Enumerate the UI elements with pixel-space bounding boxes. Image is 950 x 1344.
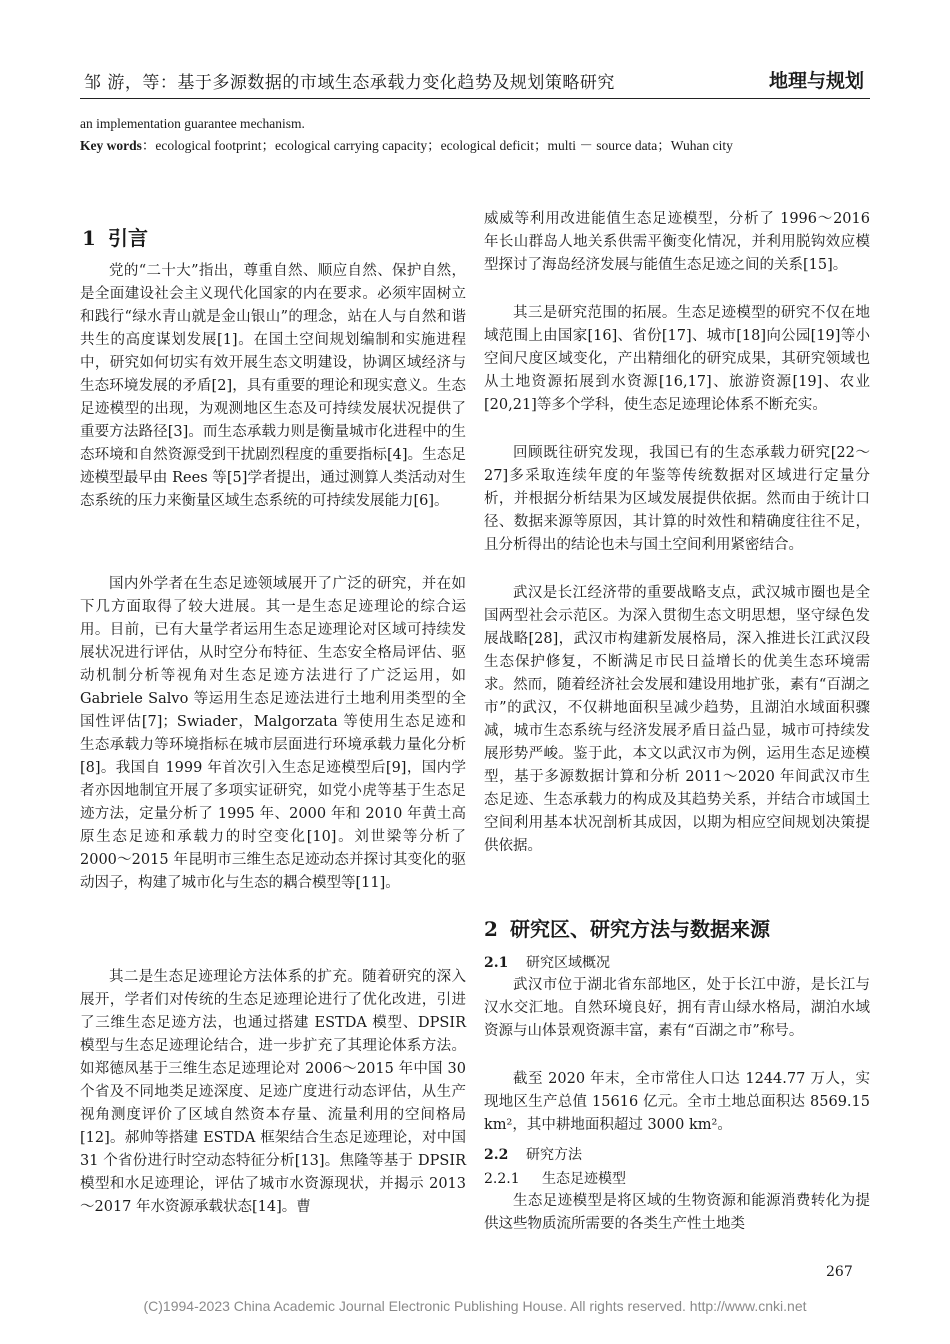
page-number: 267 (826, 1264, 853, 1280)
keywords-label: Key words (80, 138, 142, 153)
running-header (80, 62, 870, 99)
journal-name: 地理与规划 (768, 70, 864, 92)
paragraph: 武汉市位于湖北省东部地区，处于长江中游，是长江与汉水交汇地。自然环境良好，拥有青山绿水格局，湖泊水域资源与山体景观资源丰富，素有“百湖之市”称号。 (484, 977, 870, 1039)
paragraph: 其三是研究范围的拓展。生态足迹模型的研究不仅在地域范围上由国家[16]、省份[17]、城市[18]向公园[19]等小空间尺度区域变化，产出精细化的研究成果，其研究领域也从土地资源拓展到水资源[16,17]、旅游资源[19]、农业[20,21]等多个学科，使生态足迹理论体系不断充实。 (484, 305, 870, 413)
subsection-heading-2-1: 2.1 研究区域概况 (484, 955, 610, 971)
keywords-text: ：ecological footprint；ecological carrying capacity；ecological deficit；multi － source data；Wuhan city (141, 138, 733, 153)
abstract-tail: an implementation guarantee mechanism. (80, 116, 305, 131)
section-heading-2: 2 研究区、研究方法与数据来源 (484, 917, 770, 941)
paragraph: 武汉是长江经济带的重要战略支点，武汉城市圈也是全国两型社会示范区。为深入贯彻生态文明思想，坚守绿色发展战略[28]，武汉市构建新发展格局，深入推进长江武汉段生态保护修复，不断满足市民日益增长的优美生态环境需求。然而，随着经济社会发展和建设用地扩张，素有“百湖之市”的武汉，不仅耕地面积呈减少趋势，且湖泊水域面积骤减，城市生态系统与经济发展矛盾日益凸显，城市可持续发展形势严峻。鉴于此，本文以武汉市为例，运用生态足迹模型，基于多源数据计算和分析 2011～2020 年间武汉市生态足迹、生态承载力的构成及其趋势关系，并结合市域国土空间利用基本状况剖析其成因，以期为相应空间规划决策提供依据。 (484, 585, 870, 854)
paragraph: 党的“二十大”指出，尊重自然、顺应自然、保护自然，是全面建设社会主义现代化国家的内在要求。必须牢固树立和践行“绿水青山就是金山银山”的理念，站在人与自然和谐共生的高度谋划发展[1]。在国土空间规划编制和实施进程中，研究如何切实有效开展生态文明建设，协调区域经济与生态环境发展的矛盾[2]，具有重要的理论和现实意义。生态足迹模型的出现，为观测地区生态及可持续发展状况提供了重要方法路径[3]。而生态承载力则是衡量城市化进程中的生态环境和自然资源受到干扰剧烈程度的重要指标[4]。生态足迹模型最早由 Rees 等[5]学者提出，通过测算人类活动对生态系统的压力来衡量区域生态系统的可持续发展能力[6]。 (80, 263, 466, 509)
subsection-heading-2-2: 2.2 研究方法 (484, 1147, 582, 1163)
paragraph: 生态足迹模型是将区域的生物资源和能源消费转化为提供这些物质流所需要的各类生产性土地类 (484, 1193, 870, 1232)
paragraph: 截至 2020 年末，全市常住人口达 1244.77 万人，实现地区生产总值 15616 亿元。全市土地总面积达 8569.15 km²，其中耕地面积超过 3000 km²。 (484, 1071, 870, 1133)
section-heading-1: 1 引言 (82, 226, 148, 250)
paragraph: 其二是生态足迹理论方法体系的扩充。随着研究的深入展开，学者们对传统的生态足迹理论进行了优化改进，引进了三维生态足迹方法，也通过搭建 ESTDA 模型、DPSIR 模型与生态足迹理论结合，进一步扩充了其理论体系方法。如郑德凤基于三维生态足迹理论对 2006～2015 年中国 30 个省及不同地类足迹深度、足迹广度进行动态评估，从生产视角测度评价了区域自然资本存量、流量利用的空间格局[12]。郝帅等搭建 ESTDA 框架结合生态足迹理论，对中国 31 个省份进行时空动态特征分析[13]。焦隆等基于 DPSIR 模型和水足迹理论，评估了城市水资源现状，并揭示 2013～2017 年水资源承载状态[14]。曹 (80, 969, 466, 1215)
copyright-footer: (C)1994-2023 China Academic Journal Electronic Publishing House. All rights reserved. http://www.cnki.net (143, 1298, 807, 1314)
paragraph: 国内外学者在生态足迹领域展开了广泛的研究，并在如下几方面取得了较大进展。其一是生态足迹理论的综合运用。目前，已有大量学者运用生态足迹理论对区域可持续发展状况进行评估，从时空分布特征、生态安全格局评估、驱动机制分析等视角对生态足迹方法进行了广泛运用，如 Gabriele Salvo 等运用生态足迹法进行土地利用类型的全国性评估[7]；Swiader，Malgorzata 等使用生态足迹和生态承载力等环境指标在城市层面进行环境承载力量化分析[8]。我国自 1999 年首次引入生态足迹模型后[9]，国内学者亦因地制宜开展了多项实证研究，如党小虎等基于生态足迹方法，定量分析了 1995 年、2000 年和 2010 年黄土高原生态足迹和承载力的时空变化[10]。刘世梁等分析了 2000～2015 年昆明市三维生态足迹动态并探讨其变化的驱动因子，构建了城市化与生态的耦合模型等[11]。 (80, 576, 466, 891)
header-authors-title: 邹 游，等：基于多源数据的市域生态承载力变化趋势及规划策略研究 (84, 73, 615, 93)
keywords (80, 134, 870, 158)
paragraph: 回顾既往研究发现，我国已有的生态承载力研究[22～27]多采取连续年度的年鉴等传统数据对区域进行定量分析，并根据分析结果为区域发展提供依据。然而由于统计口径、数据来源等原因，其计算的时效性和精确度往往不足，且分析得出的结论也未与国土空间利用紧密结合。 (484, 445, 870, 553)
subsection-heading-2-2-1: 2.2.1 生态足迹模型 (484, 1171, 626, 1187)
paragraph: 威威等利用改进能值生态足迹模型，分析了 1996～2016 年长山群岛人地关系供需平衡变化情况，并利用脱钩效应模型探讨了海岛经济发展与能值生态足迹之间的关系[15]。 (484, 211, 870, 273)
